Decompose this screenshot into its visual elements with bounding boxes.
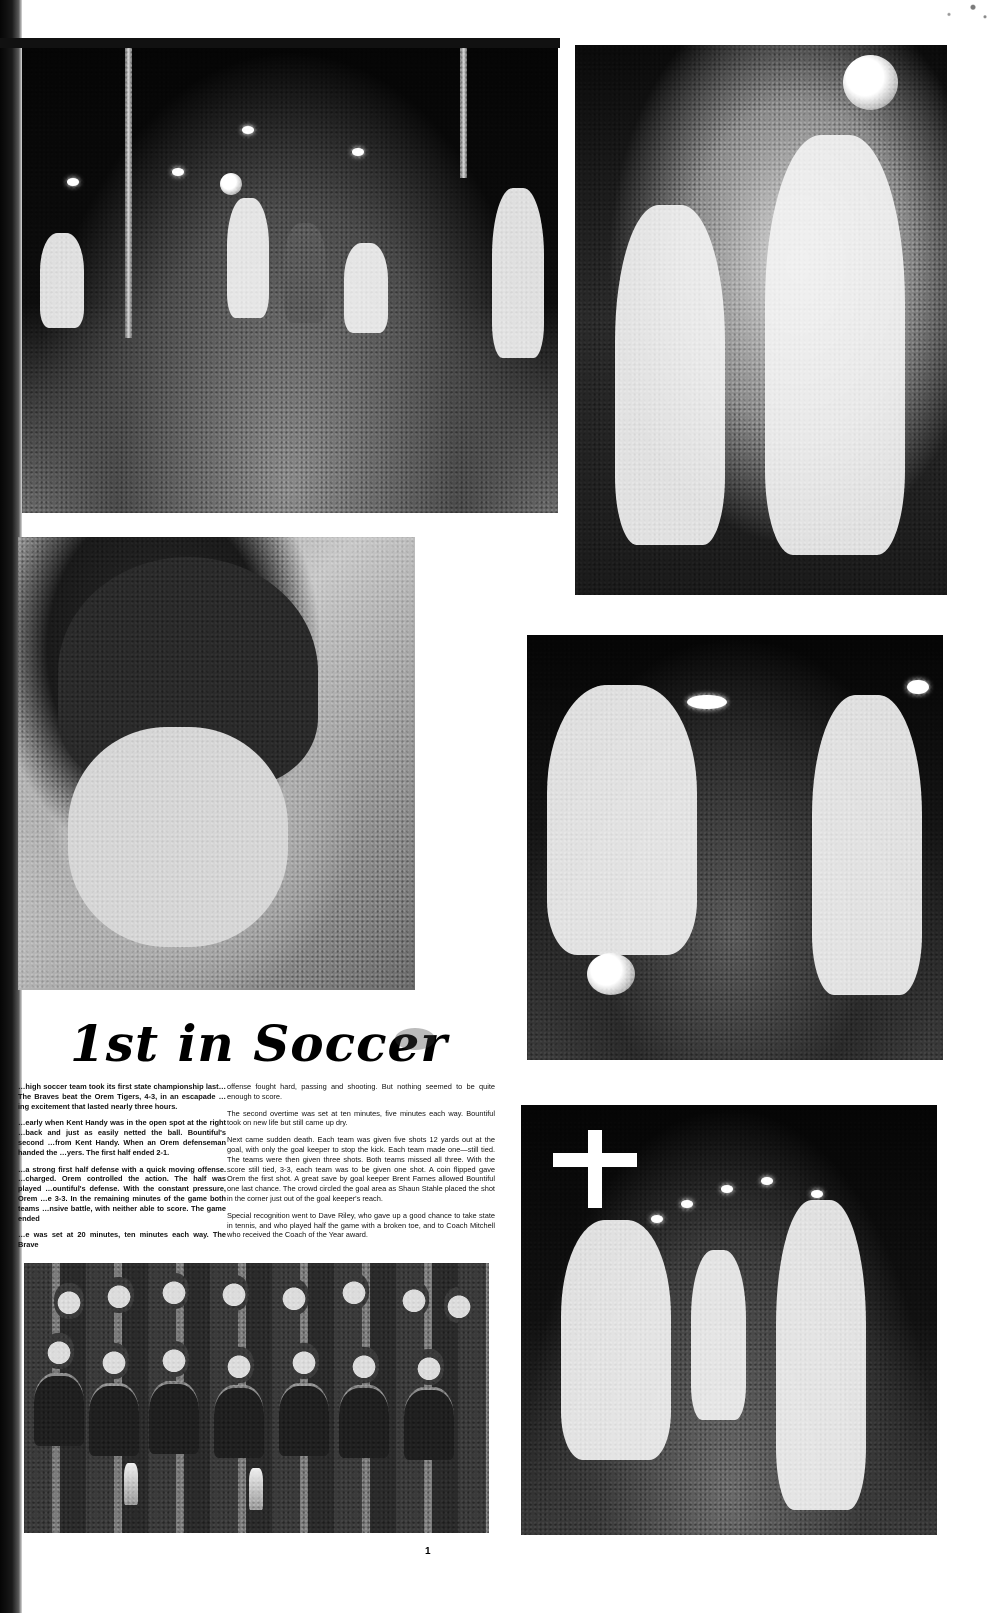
page-folio: 1 (425, 1546, 431, 1557)
print-smudge (395, 1028, 435, 1050)
article-column-left (18, 1082, 226, 1257)
soccer-cross-night-photo (521, 1105, 937, 1535)
team-member-head (54, 1283, 84, 1319)
cross-icon (588, 1130, 602, 1208)
team-member-body (279, 1383, 329, 1456)
soccer-night-match-photo (22, 48, 558, 513)
stadium-light (67, 178, 79, 186)
article-paragraph: Special recognition went to Dave Riley, who gave up a good chance to take state in tennis, and who played half the game with a broken toe, and to Coach Mitchell who received the Coach of the Year award. (227, 1210, 495, 1240)
team-member-head (44, 1333, 74, 1369)
stadium-light (811, 1190, 823, 1198)
article-paragraph: …early when Kent Handy was in the open spot at the right …back and just as easily netted the ball. Bountiful's second …from Kent Handy. When an Orem defenseman handed the …yers. The first half ended 2-1. (18, 1118, 226, 1157)
team-member-body (404, 1387, 454, 1460)
player-figure (492, 188, 544, 358)
trophy-icon (124, 1463, 138, 1505)
stadium-light (242, 126, 254, 134)
soccer-ball (220, 173, 242, 195)
stadium-light (352, 148, 364, 156)
player-figure (765, 135, 905, 555)
player-figure (284, 223, 326, 323)
player-figure (776, 1200, 866, 1510)
team-member-head (219, 1275, 249, 1311)
light-pole (125, 48, 132, 338)
player-figure (547, 685, 697, 955)
team-member-head (399, 1281, 429, 1317)
article-paragraph: …a strong first half defense with a quick moving offense. …charged. Orem controlled the action. The half was played …ountiful's defense. With the constant pressure, Orem …e 3-3. In the remaining minutes of the game both teams …nsive battle, with neither able to score. The game ended (18, 1164, 226, 1223)
team-member-head (159, 1273, 189, 1309)
trophy-icon (249, 1468, 263, 1510)
team-member-head (104, 1277, 134, 1313)
team-group-photo (24, 1263, 489, 1533)
player-figure (561, 1220, 671, 1460)
player-figure (40, 233, 84, 328)
stadium-light (651, 1215, 663, 1223)
team-member-head (349, 1347, 379, 1383)
stadium-light (687, 695, 727, 709)
page-headline: 1st in Soccer (70, 1014, 448, 1073)
light-pole (460, 48, 467, 178)
player-figure (691, 1250, 746, 1420)
page-top-strip (0, 38, 560, 48)
player-figure (812, 695, 922, 995)
team-member-body (339, 1385, 389, 1458)
soccer-ball (587, 953, 635, 995)
team-member-body (214, 1385, 264, 1458)
stadium-light (172, 168, 184, 176)
team-member-body (89, 1383, 139, 1456)
print-speckle (877, 0, 997, 24)
team-member-head (289, 1343, 319, 1379)
stadium-light (721, 1185, 733, 1193)
soccer-header-photo (575, 45, 947, 595)
stadium-light (681, 1200, 693, 1208)
stadium-light (907, 680, 929, 694)
stadium-light (761, 1177, 773, 1185)
player-figure (227, 198, 269, 318)
team-member-head (159, 1341, 189, 1377)
team-member-head (444, 1287, 474, 1323)
cross-icon (553, 1153, 637, 1167)
team-member-head (414, 1349, 444, 1385)
team-member-head (339, 1273, 369, 1309)
player-figure (344, 243, 388, 333)
team-member-body (34, 1373, 84, 1446)
article-paragraph: Next came sudden death. Each team was given five shots 12 yards out at the goal, with only the goal keeper to stop the kick. Each team made one—still tied. The teams were then given three shots. Both teams missed all three. With the score still tied, 3-3, each team was to be given one shot. A coin flipped gave Orem the first shot. A great save by goal keeper Brent Farnes allowed Bountiful one last chance. The crowd circled the goal area as Shaun Stahle placed the shot in the corner just out of the goal keeper's reach. (227, 1135, 495, 1203)
team-member-head (99, 1343, 129, 1379)
soccer-ball (843, 55, 898, 110)
face-shape (68, 727, 288, 947)
player-figure (615, 205, 725, 545)
article-paragraph: The second overtime was set at ten minutes, five minutes each way. Bountiful took on new life but still came up dry. (227, 1108, 495, 1128)
player-portrait-photo (18, 537, 415, 990)
team-member-body (149, 1381, 199, 1454)
soccer-dribble-photo (527, 635, 943, 1060)
team-member-head (279, 1279, 309, 1315)
team-member-head (224, 1347, 254, 1383)
article-paragraph: …e was set at 20 minutes, ten minutes each way. The Brave (18, 1230, 226, 1250)
article-column-right (227, 1082, 495, 1247)
article-paragraph: offense fought hard, passing and shooting. But nothing seemed to be quite enough to score. (227, 1082, 495, 1101)
article-paragraph: …high soccer team took its first state championship last… The Braves beat the Orem Tigers, 4-3, in an escapade …ing excitement that lasted nearly three hours. (18, 1082, 226, 1111)
